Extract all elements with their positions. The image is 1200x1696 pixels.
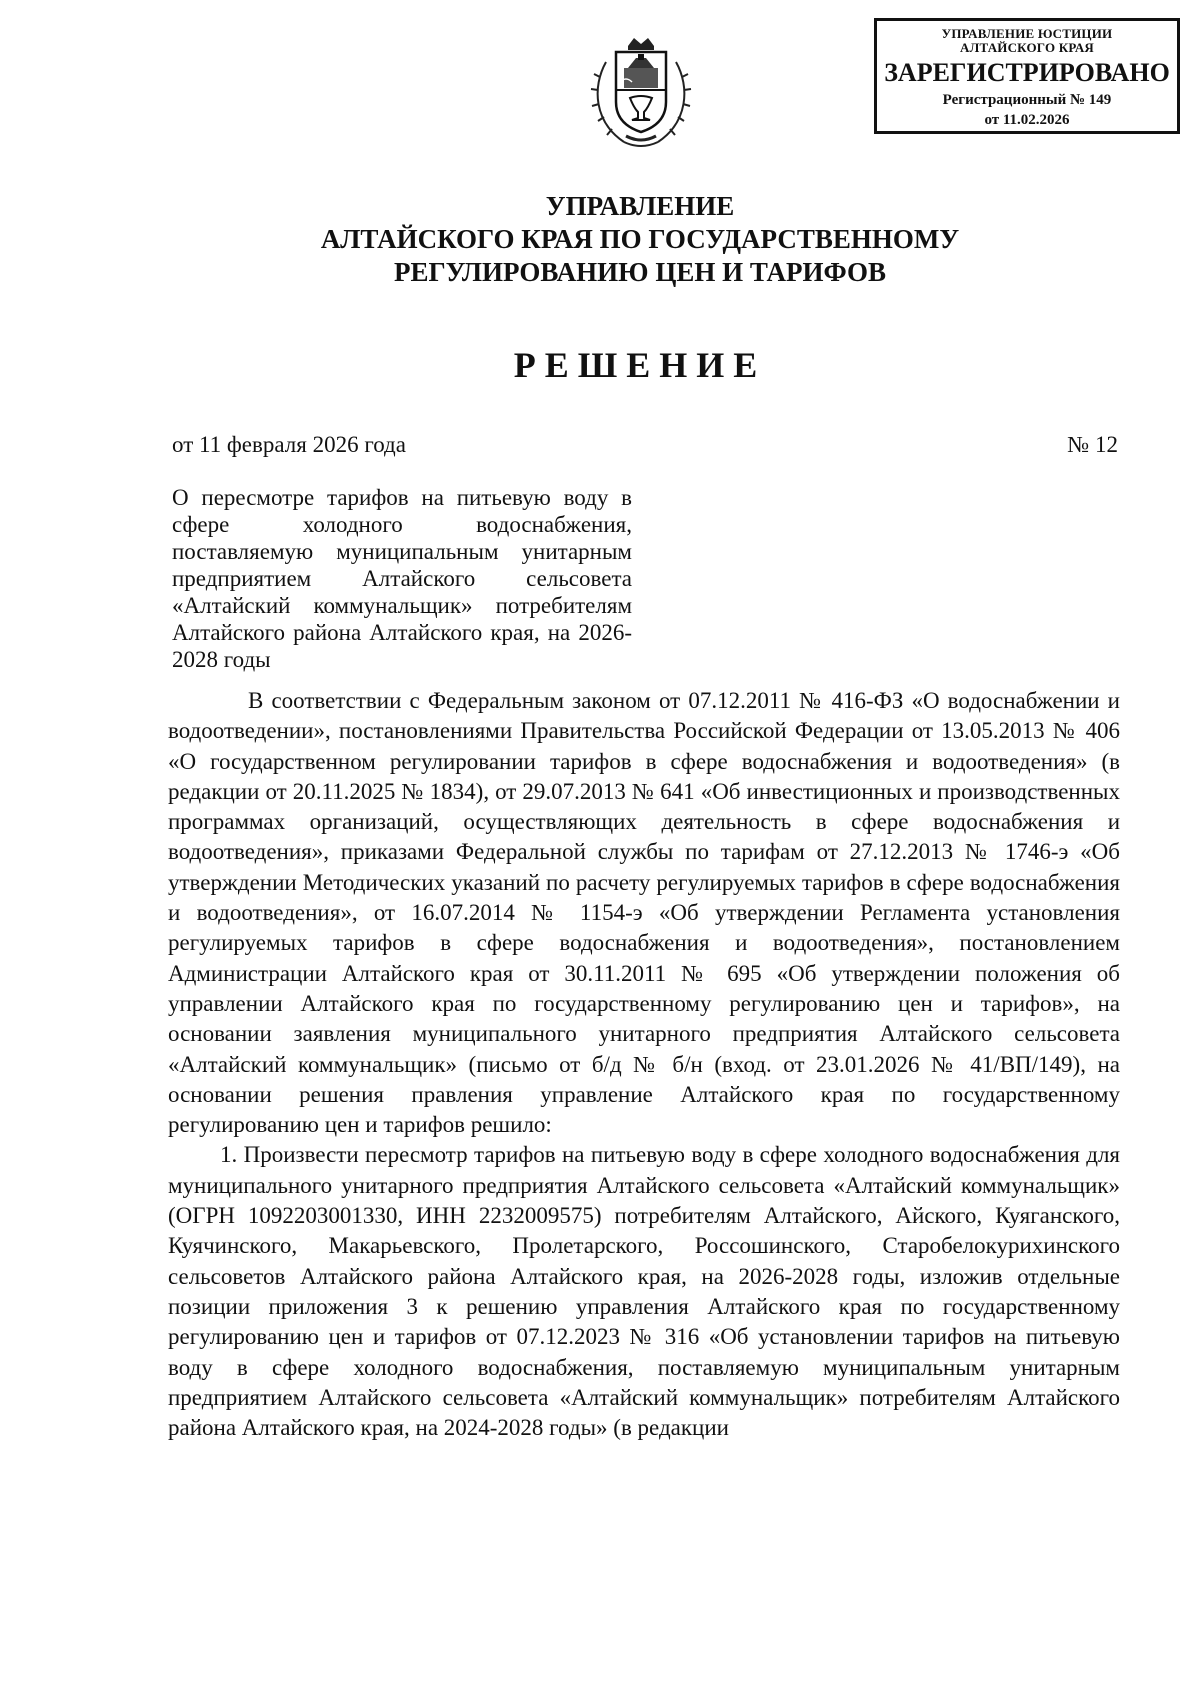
stamp-status: ЗАРЕГИСТРИРОВАНО — [884, 58, 1170, 87]
agency-name — [200, 190, 1080, 289]
preamble-paragraph: В соответствии с Федеральным законом от 07.12.2011 № 416-ФЗ «О водоснабжении и водоотведении», постановлениями Правительства Российской Федерации от 13.05.2013 № 406 «О государственном регулировании тарифов в сфере водоснабжения и водоотведения» (в редакции от 20.11.2025 № 1834), от 29.07.2013 № 641 «Об инвестиционных и производственных программах организаций, осуществляющих деятельность в сфере водоснабжения и водоотведения», приказами Федеральной службы по тарифам от 27.12.2013 № 1746-э «Об утверждении Методических указаний по расчету регулируемых тарифов в сфере водоснабжения и водоотведения», от 16.07.2014 № 1154-э «Об утверждении Регламента установления регулируемых тарифов в сфере водоснабжения и водоотведения», постановлением Администрации Алтайского края от 30.11.2011 № 695 «Об утверждении положения об управлении Алтайского края по государственному регулированию цен и тарифов», на основании заявления муниципального унитарного предприятия Алтайского сельсовета «Алтайский коммунальщик» (письмо от б/д № б/н (вход. от 23.01.2026 № 41/ВП/149), на основании решения правления управление Алтайского края по государственному регулированию цен и тарифов решило: — [168, 688, 1120, 1138]
agency-line1: УПРАВЛЕНИЕ — [545, 191, 735, 221]
document-type-title: РЕШЕНИЕ — [513, 345, 767, 385]
document-body — [168, 686, 1120, 1443]
stamp-org-line1: УПРАВЛЕНИЕ ЮСТИЦИИ — [941, 26, 1113, 41]
stamp-org-line2: АЛТАЙСКОГО КРАЯ — [960, 40, 1094, 55]
document-subject: О пересмотре тарифов на питьевую воду в сфере холодного водоснабжения, поставляемую муниципальным унитарным предприятием Алтайского сельсовета «Алтайский коммунальщик» потребителям Алтайского района Алтайского края, на 2026-2028 годы — [172, 485, 632, 672]
stamp-reg-date: от 11.02.2026 — [984, 112, 1070, 128]
clause-1-paragraph: 1. Произвести пересмотр тарифов на питьевую воду в сфере холодного водоснабжения для муниципального унитарного предприятия Алтайского сельсовета «Алтайский коммунальщик» (ОГРН 1092203001330, ИНН 2232009575) потребителям Алтайского, Айского, Куяганского, Куячинского, Макарьевского, Пролетарского, Россошинского, Старобелокурихинского сельсоветов Алтайского района Алтайского края, на 2026-2028 годы, изложив отдельные позиции приложения 3 к решению управления Алтайского края по государственному регулированию цен и тарифов от 07.12.2023 № 316 «Об установлении тарифов на питьевую воду в сфере холодного водоснабжения, поставляемую муниципальным унитарным предприятием Алтайского сельсовета «Алтайский коммунальщик» потребителям Алтайского района Алтайского края, на 2024-2028 годы» (в редакции — [168, 1142, 1120, 1441]
registration-stamp — [874, 18, 1180, 134]
document-date: от 11 февраля 2026 года — [172, 432, 406, 457]
agency-line3: РЕГУЛИРОВАНИЮ ЦЕН И ТАРИФОВ — [393, 257, 887, 287]
altai-krai-coat-of-arms-icon — [586, 32, 696, 152]
agency-line2: АЛТАЙСКОГО КРАЯ ПО ГОСУДАРСТВЕННОМУ — [320, 224, 960, 254]
document-number: № 12 — [1067, 432, 1118, 457]
stamp-reg-number: Регистрационный № 149 — [942, 92, 1112, 108]
